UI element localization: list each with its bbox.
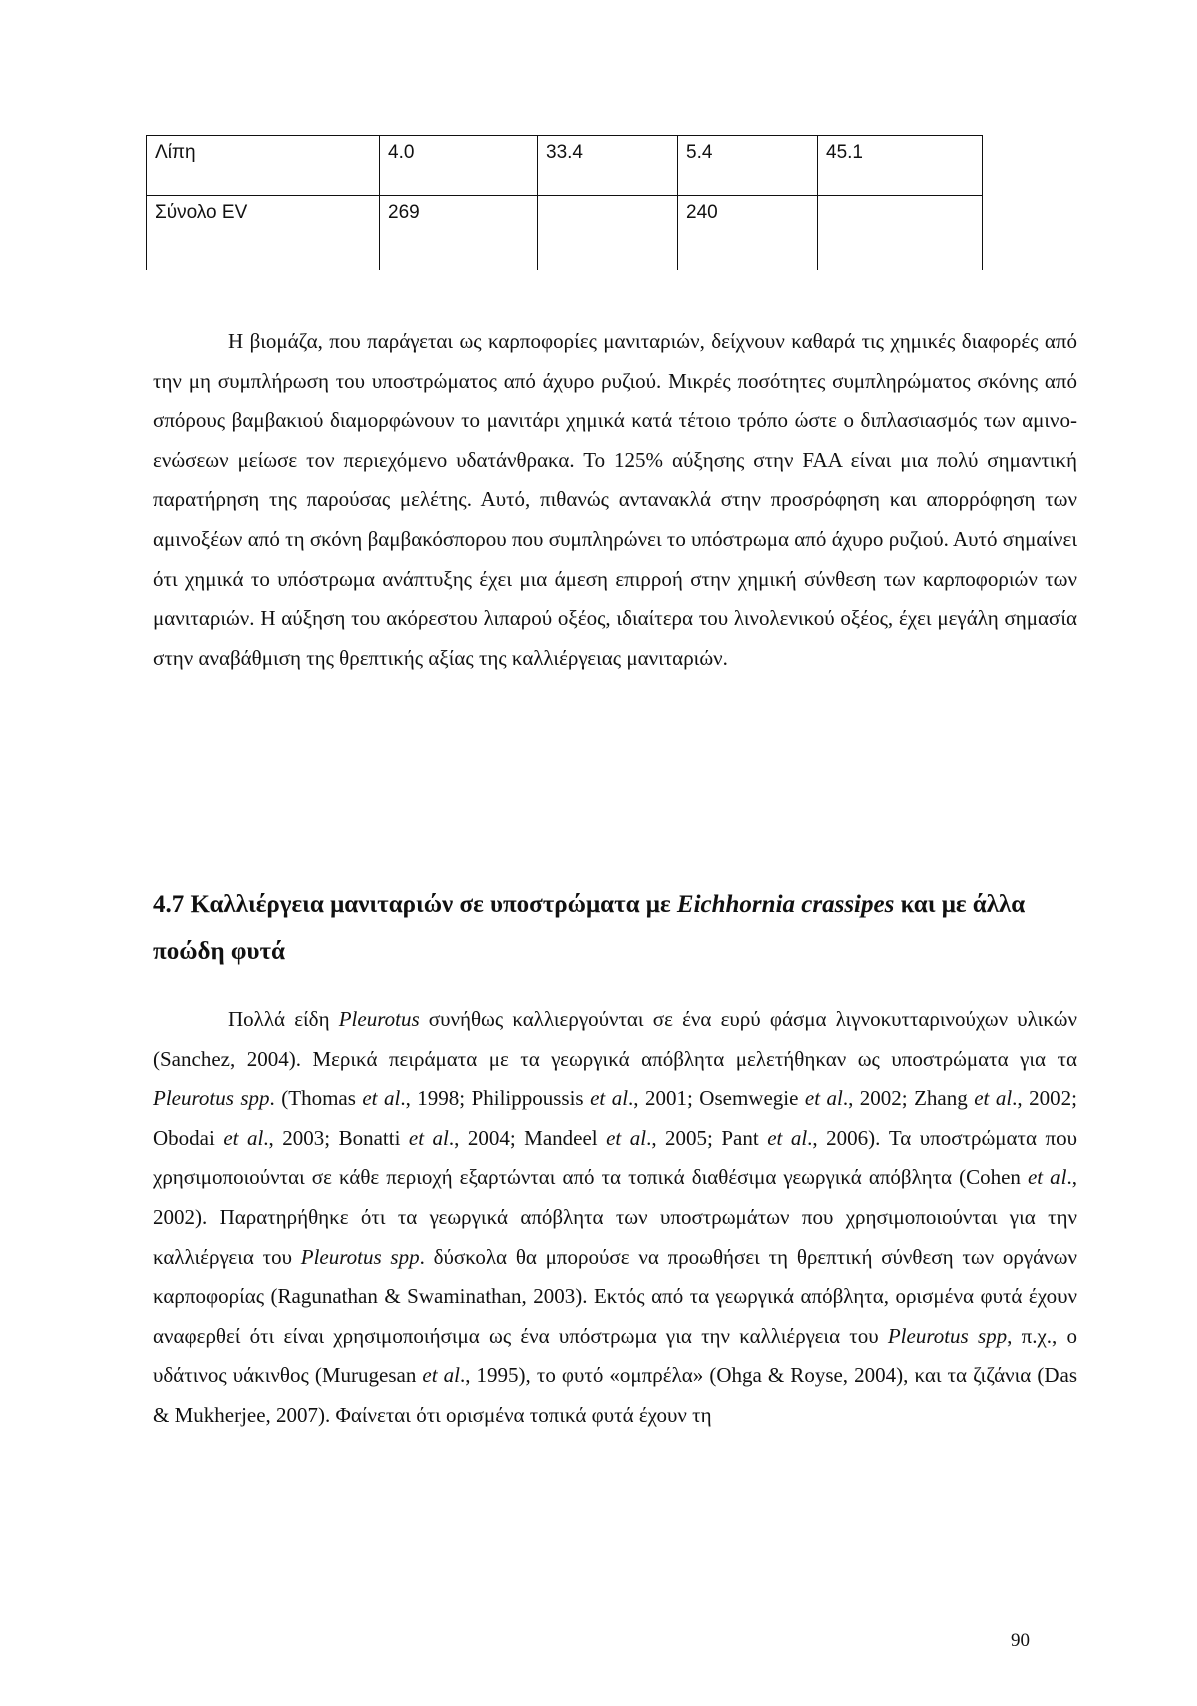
text-run: ., 2005; Pant [646, 1125, 768, 1150]
species-name: Pleurotus spp [887, 1323, 1008, 1348]
citation-et-al: et al [362, 1086, 401, 1111]
citation-et-al: et al [422, 1363, 460, 1388]
heading-species: Eichhornia crassipes [676, 891, 895, 918]
table-cell [818, 196, 983, 270]
text-run: συνήθως καλλιεργούνται σε ένα ευρύ φάσμα λιγνοκυτταρινούχων υλικών (Sanchez, 2004). Μερικά πειράματα με τα γεωργικά απόβλητα μελετήθηκαν ως υποστρώματα για τα [153, 1007, 1077, 1071]
table-cell: 5.4 [678, 136, 818, 196]
citation-et-al: et al [804, 1086, 843, 1111]
text-run: , π.χ., ο υδάτινος υάκινθος (Murugesan [153, 1323, 1077, 1388]
table-cell: 4.0 [380, 136, 538, 196]
table-cell: 33.4 [538, 136, 678, 196]
citation-et-al: et al [767, 1125, 808, 1150]
species-name: Pleurotus spp [153, 1086, 270, 1111]
table-cell: 269 [380, 196, 538, 270]
species-name: Pleurotus [338, 1007, 420, 1031]
text-run: . δύσκολα θα μπορούσε να προωθήσει τη θρεπτική σύνθεση των οργάνων καρποφορίας (Ragunathan & Swaminathan, 2003). Εκτός από τα γεωργικά απόβλητα, ορισμένα φυτά έχουν αναφερθεί ότι είναι χρησιμοποιήσιμα ως ένα υπόστρωμα για την καλλιέργεια του [153, 1244, 1077, 1348]
body-paragraph [153, 1000, 1077, 1436]
citation-et-al: et al [606, 1125, 647, 1150]
citation-et-al: et al [974, 1086, 1013, 1111]
table-row [147, 196, 983, 270]
heading-text: και με άλλα ποώδη φυτά [153, 891, 1026, 965]
text-run: Πολλά είδη [228, 1007, 339, 1031]
text-run: ., 2003; Bonatti [263, 1125, 409, 1150]
text-run: . (Thomas [269, 1086, 363, 1111]
citation-et-al: et al [1027, 1165, 1067, 1190]
text-run: ., 2002; Zhang [842, 1086, 975, 1111]
table-cell: 240 [678, 196, 818, 270]
text-run: ., 2004; Mandeel [448, 1125, 607, 1150]
table-cell: Σύνολο EV [147, 196, 380, 270]
text-run: ., 2001; Osemwegie [628, 1086, 805, 1111]
text-run: ., 2002). Παρατηρήθηκε ότι τα γεωργικά απόβλητα των υποστρωμάτων που χρησιμοποιούνται για την καλλιέργεια του [153, 1165, 1077, 1269]
citation-et-al: et al [223, 1125, 264, 1150]
body-paragraph: Η βιομάζα, που παράγεται ως καρποφορίες μανιταριών, δείχνουν καθαρά τις χημικές διαφορές από την μη συμπλήρωση του υποστρώματος από άχυρο ρυζιού. Μικρές ποσότητες συμπληρώματος σκόνης από σπόρους βαμβακιού διαμορφώνουν το μανιτάρι χημικά κατά τέτοιο τρόπο ώστε ο διπλασιασμός των αμινο-ενώσεων μείωσε τον περιεχόμενο υδατάνθρακα. Το 125% αύξησης στην FAA είναι μια πολύ σημαντική παρατήρηση της παρούσας μελέτης. Αυτό, πιθανώς αντανακλά στην προσρόφηση και απορρόφηση των αμινοξέων από τη σκόνη βαμβακόσπορου που συμπληρώνει το υπόστρωμα από άχυρο ρυζιού. Αυτό σημαίνει ότι χημικά το υπόστρωμα ανάπτυξης έχει μια άμεση επιρροή στην χημική σύνθεση των καρποφοριών των μανιταριών. Η αύξηση του ακόρεστου λιπαρού οξέος, ιδιαίτερα του λινολενικού οξέος, έχει μεγάλη σημασία στην αναβάθμιση της θρεπτικής αξίας της καλλιέργειας μανιταριών. [153, 329, 1077, 670]
species-name: Pleurotus spp [300, 1244, 420, 1269]
citation-et-al: et al [590, 1086, 629, 1111]
heading-text: 4.7 Καλλιέργεια μανιταριών σε υποστρώματα με [153, 891, 677, 918]
text-run: ., 1995), το φυτό «ομπρέλα» (Ohga & Royse, 2004), και τα ζιζάνια (Das & Mukherjee, 2007). Φαίνεται ότι ορισμένα τοπικά φυτά έχουν τη [153, 1363, 1078, 1427]
section-heading [153, 881, 1077, 975]
composition-table [146, 135, 983, 270]
table-cell [538, 196, 678, 270]
table-cell: Λίπη [147, 136, 380, 196]
text-run: ., 2006). Τα υποστρώματα που χρησιμοποιούνται σε κάθε περιοχή εξαρτώνται από τα τοπικά διαθέσιμα γεωργικά απόβλητα (Cohen [153, 1125, 1077, 1190]
page-number: 90 [1011, 1630, 1030, 1651]
text-run: ., 2002; Obodai [153, 1086, 1077, 1150]
text-run: ., 1998; Philippoussis [400, 1086, 591, 1111]
table-row [147, 136, 983, 196]
table-cell: 45.1 [818, 136, 983, 196]
citation-et-al: et al [408, 1125, 449, 1150]
